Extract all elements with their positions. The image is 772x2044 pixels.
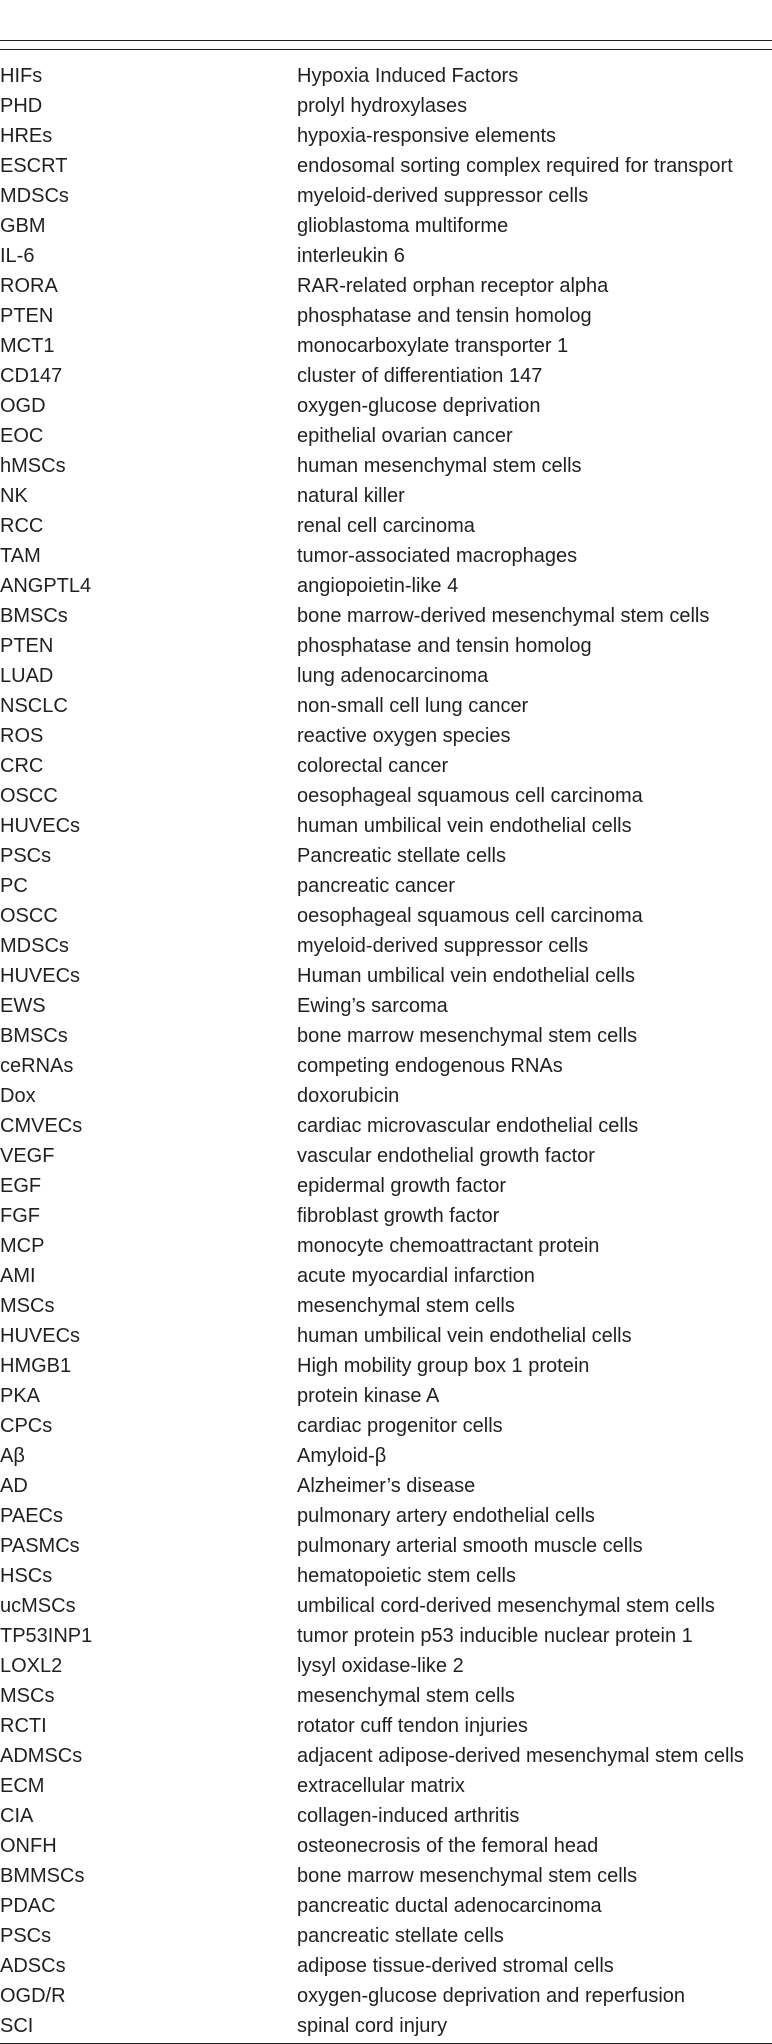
table-row bbox=[0, 1831, 772, 1861]
table-row bbox=[0, 1741, 772, 1771]
definition-cell: angiopoietin-like 4 bbox=[297, 575, 459, 597]
abbreviation-cell: ONFH bbox=[0, 1835, 57, 1857]
definition-cell: renal cell carcinoma bbox=[297, 515, 475, 537]
table-header-rule bbox=[0, 49, 772, 50]
table-row bbox=[0, 841, 772, 871]
table-row bbox=[0, 61, 772, 91]
abbreviation-cell: PTEN bbox=[0, 635, 54, 657]
definition-cell: oxygen-glucose deprivation bbox=[297, 395, 541, 417]
definition-cell: bone marrow mesenchymal stem cells bbox=[297, 1865, 638, 1887]
definition-cell: endosomal sorting complex required for transport bbox=[297, 155, 733, 177]
abbreviation-cell: BMSCs bbox=[0, 605, 68, 627]
table-row bbox=[0, 1021, 772, 1051]
abbreviation-cell: ANGPTL4 bbox=[0, 575, 92, 597]
table-row bbox=[0, 481, 772, 511]
definition-cell: bone marrow-derived mesenchymal stem cells bbox=[297, 605, 710, 627]
table-row bbox=[0, 781, 772, 811]
table-row bbox=[0, 511, 772, 541]
abbreviation-cell: BMSCs bbox=[0, 1025, 68, 1047]
definition-cell: High mobility group box 1 protein bbox=[297, 1355, 590, 1377]
table-row bbox=[0, 421, 772, 451]
definition-cell: Amyloid-β bbox=[297, 1445, 387, 1467]
definition-cell: oesophageal squamous cell carcinoma bbox=[297, 905, 643, 927]
abbreviation-cell: CD147 bbox=[0, 365, 63, 387]
definition-cell: adipose tissue-derived stromal cells bbox=[297, 1955, 614, 1977]
abbreviation-cell: ucMSCs bbox=[0, 1595, 76, 1617]
table-row bbox=[0, 1141, 772, 1171]
table-row bbox=[0, 1321, 772, 1351]
abbreviation-cell: PTEN bbox=[0, 305, 54, 327]
definition-cell: oesophageal squamous cell carcinoma bbox=[297, 785, 643, 807]
definition-cell: collagen-induced arthritis bbox=[297, 1805, 520, 1827]
abbreviation-cell: RCC bbox=[0, 515, 44, 537]
table-top-rule bbox=[0, 40, 772, 41]
abbreviation-cell: GBM bbox=[0, 215, 46, 237]
abbreviation-cell: MSCs bbox=[0, 1295, 55, 1317]
abbreviation-cell: LOXL2 bbox=[0, 1655, 63, 1677]
abbreviation-cell: HMGB1 bbox=[0, 1355, 72, 1377]
table-row bbox=[0, 331, 772, 361]
abbreviation-cell: CPCs bbox=[0, 1415, 53, 1437]
table-row bbox=[0, 1261, 772, 1291]
table-row bbox=[0, 1231, 772, 1261]
table-row bbox=[0, 451, 772, 481]
table-row bbox=[0, 1621, 772, 1651]
abbreviation-cell: RCTI bbox=[0, 1715, 47, 1737]
table-row bbox=[0, 1051, 772, 1081]
table-row bbox=[0, 1501, 772, 1531]
abbreviation-cell: HREs bbox=[0, 125, 53, 147]
table-row bbox=[0, 1951, 772, 1981]
table-row bbox=[0, 931, 772, 961]
definition-cell: mesenchymal stem cells bbox=[297, 1685, 515, 1707]
table-row bbox=[0, 871, 772, 901]
table-row bbox=[0, 241, 772, 271]
abbreviation-cell: OGD/R bbox=[0, 1985, 66, 2007]
table-row bbox=[0, 1891, 772, 1921]
abbreviation-cell: Aβ bbox=[0, 1445, 25, 1467]
definition-cell: non-small cell lung cancer bbox=[297, 695, 529, 717]
abbreviation-cell: PSCs bbox=[0, 1925, 52, 1947]
abbreviation-cell: TP53INP1 bbox=[0, 1625, 93, 1647]
abbreviation-cell: EWS bbox=[0, 995, 46, 1017]
abbreviation-cell: hMSCs bbox=[0, 455, 66, 477]
abbreviation-cell: CIA bbox=[0, 1805, 34, 1827]
table-row bbox=[0, 601, 772, 631]
definition-cell: rotator cuff tendon injuries bbox=[297, 1715, 528, 1737]
definition-cell: epithelial ovarian cancer bbox=[297, 425, 513, 447]
table-row bbox=[0, 1441, 772, 1471]
table-row bbox=[0, 121, 772, 151]
abbreviation-cell: CMVECs bbox=[0, 1115, 83, 1137]
definition-cell: human mesenchymal stem cells bbox=[297, 455, 582, 477]
table-row bbox=[0, 1801, 772, 1831]
abbreviation-cell: ESCRT bbox=[0, 155, 68, 177]
table-row bbox=[0, 211, 772, 241]
definition-cell: acute myocardial infarction bbox=[297, 1265, 535, 1287]
definition-cell: extracellular matrix bbox=[297, 1775, 465, 1797]
table-row bbox=[0, 1561, 772, 1591]
abbreviation-cell: ceRNAs bbox=[0, 1055, 74, 1077]
abbreviation-cell: EOC bbox=[0, 425, 44, 447]
definition-cell: colorectal cancer bbox=[297, 755, 449, 777]
table-row bbox=[0, 1381, 772, 1411]
table-row bbox=[0, 391, 772, 421]
table-row bbox=[0, 1201, 772, 1231]
abbreviation-cell: FGF bbox=[0, 1205, 40, 1227]
definition-cell: cardiac microvascular endothelial cells bbox=[297, 1115, 639, 1137]
table-row bbox=[0, 901, 772, 931]
abbreviation-cell: EGF bbox=[0, 1175, 42, 1197]
abbreviation-cell: Dox bbox=[0, 1085, 36, 1107]
abbreviation-cell: BMMSCs bbox=[0, 1865, 85, 1887]
abbreviation-cell: ADSCs bbox=[0, 1955, 66, 1977]
definition-cell: glioblastoma multiforme bbox=[297, 215, 509, 237]
definition-cell: tumor-associated macrophages bbox=[297, 545, 578, 567]
table-row bbox=[0, 721, 772, 751]
table-row bbox=[0, 1711, 772, 1741]
abbreviation-cell: ECM bbox=[0, 1775, 45, 1797]
definition-cell: lung adenocarcinoma bbox=[297, 665, 489, 687]
definition-cell: osteonecrosis of the femoral head bbox=[297, 1835, 599, 1857]
definition-cell: hematopoietic stem cells bbox=[297, 1565, 516, 1587]
table-row bbox=[0, 1681, 772, 1711]
definition-cell: pancreatic stellate cells bbox=[297, 1925, 504, 1947]
definition-cell: hypoxia-responsive elements bbox=[297, 125, 557, 147]
table-row bbox=[0, 1171, 772, 1201]
abbreviation-cell: RORA bbox=[0, 275, 58, 297]
table-row bbox=[0, 2011, 772, 2041]
abbreviation-cell: IL-6 bbox=[0, 245, 35, 267]
table-row bbox=[0, 1351, 772, 1381]
definition-cell: spinal cord injury bbox=[297, 2015, 448, 2037]
definition-cell: cardiac progenitor cells bbox=[297, 1415, 503, 1437]
definition-cell: myeloid-derived suppressor cells bbox=[297, 935, 589, 957]
definition-cell: human umbilical vein endothelial cells bbox=[297, 815, 632, 837]
abbreviation-cell: PAECs bbox=[0, 1505, 63, 1527]
abbreviation-cell: MSCs bbox=[0, 1685, 55, 1707]
table-row bbox=[0, 1471, 772, 1501]
definition-cell: human umbilical vein endothelial cells bbox=[297, 1325, 632, 1347]
definition-cell: pancreatic ductal adenocarcinoma bbox=[297, 1895, 602, 1917]
definition-cell: adjacent adipose-derived mesenchymal stem cells bbox=[297, 1745, 744, 1767]
table-row bbox=[0, 1111, 772, 1141]
definition-cell: mesenchymal stem cells bbox=[297, 1295, 515, 1317]
abbreviation-cell: HUVECs bbox=[0, 965, 81, 987]
abbreviation-cell: NSCLC bbox=[0, 695, 68, 717]
abbreviation-cell: MCP bbox=[0, 1235, 45, 1257]
definition-cell: doxorubicin bbox=[297, 1085, 400, 1107]
table-row bbox=[0, 1771, 772, 1801]
definition-cell: pancreatic cancer bbox=[297, 875, 455, 897]
abbreviation-cell: PASMCs bbox=[0, 1535, 80, 1557]
table-row bbox=[0, 1921, 772, 1951]
abbreviation-cell: PHD bbox=[0, 95, 43, 117]
definition-cell: Ewing’s sarcoma bbox=[297, 995, 448, 1017]
definition-cell: prolyl hydroxylases bbox=[297, 95, 468, 117]
definition-cell: natural killer bbox=[297, 485, 405, 507]
abbreviation-cell: OGD bbox=[0, 395, 46, 417]
abbreviation-cell: PDAC bbox=[0, 1895, 56, 1917]
definition-cell: Human umbilical vein endothelial cells bbox=[297, 965, 635, 987]
table-row bbox=[0, 1531, 772, 1561]
definition-cell: epidermal growth factor bbox=[297, 1175, 506, 1197]
definition-cell: lysyl oxidase-like 2 bbox=[297, 1655, 464, 1677]
definition-cell: monocarboxylate transporter 1 bbox=[297, 335, 569, 357]
abbreviation-cell: HUVECs bbox=[0, 815, 81, 837]
table-row bbox=[0, 751, 772, 781]
table-row bbox=[0, 1981, 772, 2011]
table-row bbox=[0, 1411, 772, 1441]
definition-cell: bone marrow mesenchymal stem cells bbox=[297, 1025, 638, 1047]
abbreviation-cell: PSCs bbox=[0, 845, 52, 867]
abbreviation-cell: OSCC bbox=[0, 785, 58, 807]
abbreviation-cell: ROS bbox=[0, 725, 44, 747]
table-row bbox=[0, 571, 772, 601]
abbreviation-cell: AMI bbox=[0, 1265, 36, 1287]
table-row bbox=[0, 361, 772, 391]
definition-cell: vascular endothelial growth factor bbox=[297, 1145, 595, 1167]
definition-cell: pulmonary artery endothelial cells bbox=[297, 1505, 595, 1527]
abbreviation-cell: VEGF bbox=[0, 1145, 55, 1167]
definition-cell: pulmonary arterial smooth muscle cells bbox=[297, 1535, 643, 1557]
abbreviation-cell: MDSCs bbox=[0, 935, 69, 957]
abbreviation-cell: ADMSCs bbox=[0, 1745, 83, 1767]
abbreviation-cell: HSCs bbox=[0, 1565, 53, 1587]
table-row bbox=[0, 541, 772, 571]
abbreviation-cell: PC bbox=[0, 875, 28, 897]
definition-cell: Pancreatic stellate cells bbox=[297, 845, 506, 867]
definition-cell: umbilical cord-derived mesenchymal stem cells bbox=[297, 1595, 715, 1617]
definition-cell: monocyte chemoattractant protein bbox=[297, 1235, 600, 1257]
table-row bbox=[0, 181, 772, 211]
table-row bbox=[0, 811, 772, 841]
table-row bbox=[0, 271, 772, 301]
abbreviation-cell: HUVECs bbox=[0, 1325, 81, 1347]
definition-cell: myeloid-derived suppressor cells bbox=[297, 185, 589, 207]
definition-cell: phosphatase and tensin homolog bbox=[297, 635, 592, 657]
table-row bbox=[0, 151, 772, 181]
abbreviation-cell: PKA bbox=[0, 1385, 41, 1407]
definition-cell: protein kinase A bbox=[297, 1385, 440, 1407]
abbreviation-cell: NK bbox=[0, 485, 28, 507]
table-row bbox=[0, 1591, 772, 1621]
table-row bbox=[0, 1861, 772, 1891]
definition-cell: oxygen-glucose deprivation and reperfusion bbox=[297, 1985, 686, 2007]
table-row bbox=[0, 691, 772, 721]
abbreviation-cell: MDSCs bbox=[0, 185, 69, 207]
abbreviation-cell: SCI bbox=[0, 2015, 34, 2037]
abbreviation-cell: CRC bbox=[0, 755, 44, 777]
table-row bbox=[0, 631, 772, 661]
table-row bbox=[0, 991, 772, 1021]
table-body bbox=[0, 61, 772, 2041]
definition-cell: competing endogenous RNAs bbox=[297, 1055, 563, 1077]
definition-cell: reactive oxygen species bbox=[297, 725, 511, 747]
definition-cell: Hypoxia Induced Factors bbox=[297, 65, 519, 87]
definition-cell: fibroblast growth factor bbox=[297, 1205, 500, 1227]
abbreviation-cell: HIFs bbox=[0, 65, 43, 87]
definition-cell: RAR-related orphan receptor alpha bbox=[297, 275, 609, 297]
abbreviation-cell: OSCC bbox=[0, 905, 58, 927]
definition-cell: phosphatase and tensin homolog bbox=[297, 305, 592, 327]
abbreviation-cell: LUAD bbox=[0, 665, 54, 687]
table-row bbox=[0, 1081, 772, 1111]
table-row bbox=[0, 91, 772, 121]
definition-cell: tumor protein p53 inducible nuclear protein 1 bbox=[297, 1625, 693, 1647]
abbreviation-cell: MCT1 bbox=[0, 335, 55, 357]
abbreviation-cell: TAM bbox=[0, 545, 41, 567]
definition-cell: cluster of differentiation 147 bbox=[297, 365, 543, 387]
table-row bbox=[0, 1651, 772, 1681]
definition-cell: interleukin 6 bbox=[297, 245, 405, 267]
table-row bbox=[0, 661, 772, 691]
abbreviation-cell: AD bbox=[0, 1475, 28, 1497]
table-row bbox=[0, 301, 772, 331]
definition-cell: Alzheimer’s disease bbox=[297, 1475, 476, 1497]
table-row bbox=[0, 1291, 772, 1321]
table-row bbox=[0, 961, 772, 991]
